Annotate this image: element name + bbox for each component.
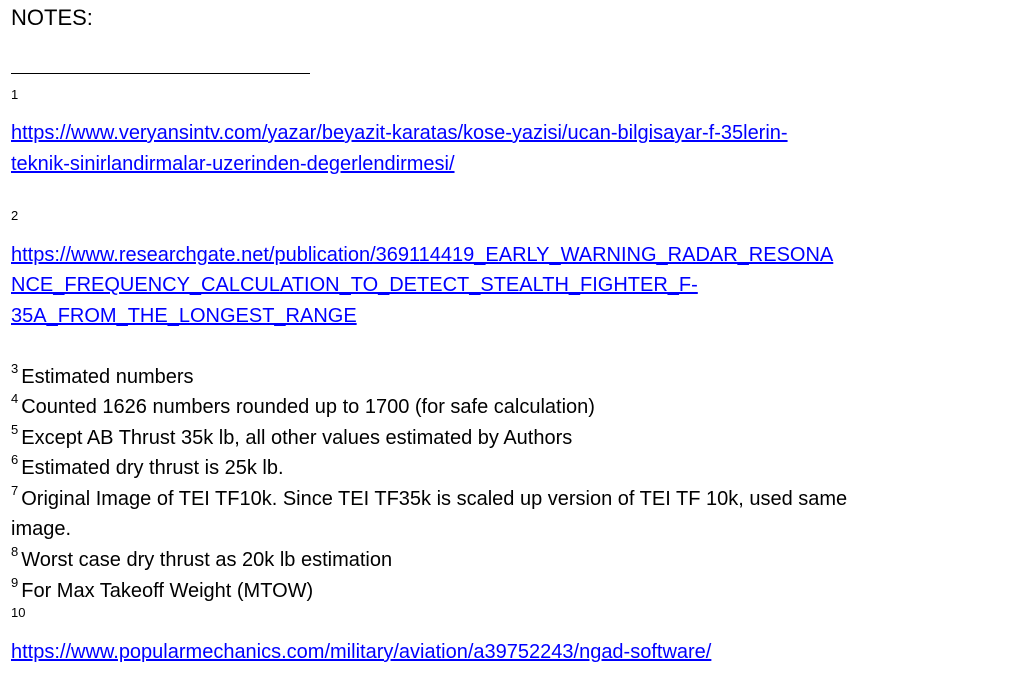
- footnote-5-text: Except AB Thrust 35k lb, all other values estimated by Authors: [21, 427, 573, 449]
- footnote-number-10: 10: [11, 605, 26, 620]
- footnote-6-text: Estimated dry thrust is 25k lb.: [21, 457, 284, 479]
- footnote-8: [11, 545, 392, 575]
- footnote-2-link-line-1[interactable]: https://www.researchgate.net/publication/369114419_EARLY_WARNING_RADAR_RESONA: [11, 244, 834, 266]
- footnote-number-6: 6: [11, 452, 19, 468]
- footnote-number-2: 2: [11, 208, 19, 223]
- footnote-number-5: 5: [11, 422, 19, 438]
- footnote-number-4: 4: [11, 391, 19, 407]
- footnote-number-1: 1: [11, 87, 19, 102]
- notes-heading: NOTES:: [11, 5, 93, 30]
- footnote-4: [11, 392, 595, 422]
- footnote-9-text: For Max Takeoff Weight (MTOW): [21, 580, 314, 602]
- footnote-4-text: Counted 1626 numbers rounded up to 1700 (for safe calculation): [21, 396, 595, 418]
- footnote-2-link-line-2[interactable]: NCE_FREQUENCY_CALCULATION_TO_DETECT_STEALTH_FIGHTER_F-: [11, 274, 698, 296]
- footnote-number-8: 8: [11, 544, 19, 560]
- footnote-9: [11, 576, 313, 606]
- footnote-1-link-line-2[interactable]: teknik-sinirlandirmalar-uzerinden-degerlendirmesi/: [11, 153, 455, 175]
- footnote-8-text: Worst case dry thrust as 20k lb estimation: [21, 549, 393, 571]
- footnote-10-link-line-1[interactable]: https://www.popularmechanics.com/military/aviation/a39752243/ngad-software/: [11, 641, 712, 663]
- footnote-2-link-line-3[interactable]: 35A_FROM_THE_LONGEST_RANGE: [11, 305, 357, 327]
- footnote-1-link-line-1[interactable]: https://www.veryansintv.com/yazar/beyazit-karatas/kose-yazisi/ucan-bilgisayar-f-35lerin-: [11, 122, 788, 144]
- footnote-number-3: 3: [11, 361, 19, 377]
- footnote-number-7: 7: [11, 483, 19, 499]
- footnote-number-9: 9: [11, 575, 19, 591]
- footnote-7: [11, 484, 847, 514]
- footnote-separator: [11, 73, 310, 74]
- footnote-3-text: Estimated numbers: [21, 366, 194, 388]
- footnote-3: [11, 362, 194, 392]
- footnote-6: [11, 453, 284, 483]
- footnote-7-continuation: image.: [11, 518, 72, 540]
- footnote-5: [11, 423, 572, 453]
- footnote-7-text: Original Image of TEI TF10k. Since TEI TF35k is scaled up version of TEI TF 10k, used same: [21, 488, 848, 510]
